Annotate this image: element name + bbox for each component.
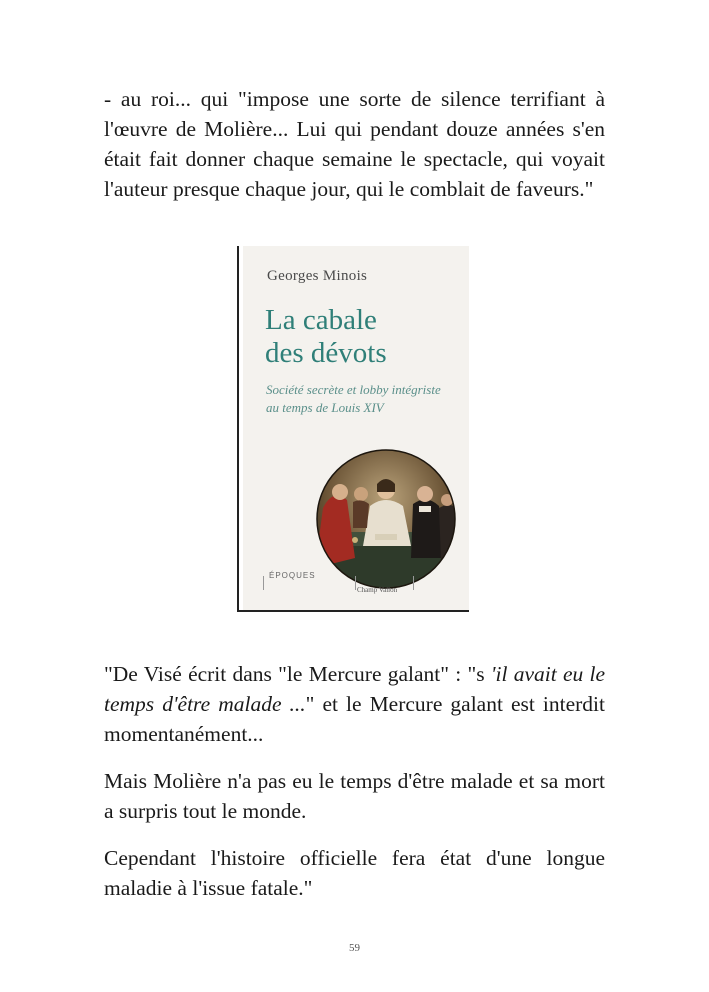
cover-divider xyxy=(355,576,356,590)
cover-publisher: Champ Vallon xyxy=(357,586,398,594)
page-number: 59 xyxy=(349,942,360,954)
cover-author: Georges Minois xyxy=(267,268,368,284)
cover-title-line-2: des dévots xyxy=(265,337,387,369)
cover-subtitle-line-2: au temps de Louis XIV xyxy=(266,400,384,415)
paragraph-3: Mais Molière n'a pas eu le temps d'être malade et sa mort a surpris tout le monde. xyxy=(104,769,605,823)
cover-title xyxy=(265,304,387,370)
paragraph-1: - au roi... qui "impose une sorte de silence terrifiant à l'œuvre de Molière... Lui qui pendant douze années s'en était fait donner chaque semaine le spectacle, qui voyait l'auteur presque chaque jour, qui le comblait de faveurs." xyxy=(104,87,605,201)
paragraph-2-start: "De Visé écrit dans "le Mercure galant" : "s xyxy=(104,662,491,686)
paragraph-2 xyxy=(104,659,605,749)
cover-collection: ÉPOQUES xyxy=(269,571,316,580)
cover-painting-medallion xyxy=(315,448,457,590)
cover-subtitle xyxy=(266,381,441,417)
cover-subtitle-line-1: Société secrète et lobby intégriste xyxy=(266,382,441,397)
paragraph-2-quote: 'il avait eu le temps d'être malade ... xyxy=(104,662,605,716)
cover-title-line-1: La cabale xyxy=(265,304,377,336)
cover-divider xyxy=(413,576,414,590)
cover-divider xyxy=(263,576,264,590)
book-cover-image xyxy=(237,246,469,612)
paragraph-4: Cependant l'histoire officielle fera état d'une longue maladie à l'issue fatale." xyxy=(104,846,605,900)
paragraph-2-end: " et le Mercure galant est interdit momentanément... xyxy=(104,692,605,746)
